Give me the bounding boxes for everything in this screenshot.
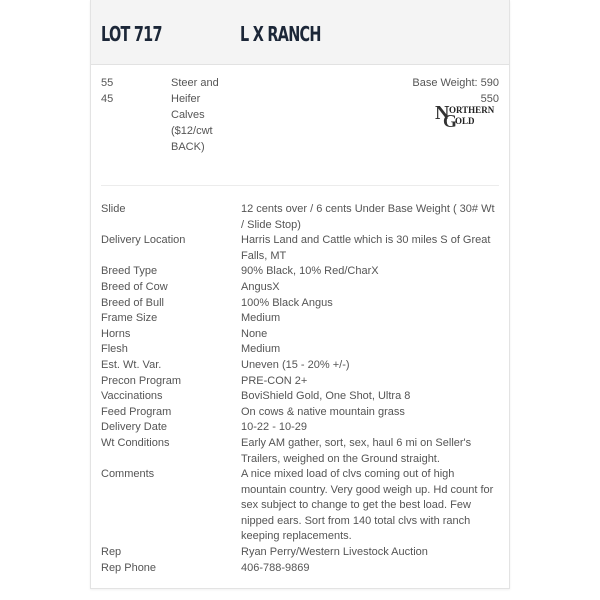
- detail-label: Breed Type: [101, 265, 158, 278]
- detail-label: Horns: [101, 327, 131, 340]
- detail-value: On cows & native mountain grass: [241, 405, 405, 418]
- lot-description: Steer and Heifer Calves ($12/cwt BACK): [171, 77, 219, 153]
- detail-label: Rep Phone: [101, 561, 157, 574]
- detail-row-precon-program: [101, 374, 501, 390]
- lot-card: [90, 0, 510, 589]
- logo-text-old: OLD: [455, 116, 475, 126]
- detail-label: Slide: [101, 203, 126, 215]
- detail-value: Medium: [241, 343, 281, 356]
- lot-number: LOT 717: [101, 22, 162, 46]
- detail-label: Flesh: [101, 343, 128, 356]
- detail-label: Feed Program: [101, 405, 172, 418]
- detail-value: BoviShield Gold, One Shot, Ultra 8: [241, 390, 411, 403]
- base-weight-heifers: 550: [480, 93, 499, 105]
- detail-label: Breed of Cow: [101, 280, 168, 293]
- detail-row-delivery-location: [101, 233, 501, 264]
- lot-header: [91, 0, 509, 65]
- detail-row-wt-conditions: [101, 436, 501, 467]
- detail-value: 12 cents over / 6 cents Under Base Weight ( 30# Wt / Slide Stop): [241, 203, 495, 231]
- ranch-name: L X RANCH: [240, 22, 321, 46]
- detail-row-vaccinations: [101, 389, 501, 405]
- detail-value: 90% Black, 10% Red/CharX: [241, 265, 379, 278]
- detail-row-frame-size: [101, 311, 501, 327]
- detail-row-feed-program: [101, 405, 501, 421]
- detail-row-est-wt-var: [101, 358, 501, 374]
- detail-value: 100% Black Angus: [241, 296, 333, 309]
- detail-value: None: [241, 327, 268, 340]
- detail-label: Est. Wt. Var.: [101, 358, 162, 371]
- detail-value: PRE-CON 2+: [241, 374, 308, 387]
- detail-value: 406-788-9869: [241, 561, 310, 574]
- detail-row-breed-type: [101, 264, 501, 280]
- detail-label: Precon Program: [101, 374, 182, 387]
- detail-row-delivery-date: [101, 420, 501, 436]
- detail-row-rep: [101, 545, 501, 561]
- detail-label: Comments: [101, 468, 155, 481]
- detail-label: Vaccinations: [101, 390, 163, 403]
- base-weight-steers: Base Weight: 590: [412, 77, 499, 89]
- detail-label: Delivery Location: [101, 234, 186, 247]
- detail-value: A nice mixed load of clvs coming out of high mountain country. Very good weigh up. Hd count for sex subject to change to get the best load. Few nipped ears. Sort from 140 total clvs with ranch keeping replacements.: [241, 468, 494, 543]
- detail-value: Ryan Perry/Western Livestock Auction: [241, 546, 428, 559]
- logo-text-orthern: ORTHERN: [449, 105, 495, 115]
- detail-label: Breed of Bull: [101, 296, 164, 309]
- detail-row-comments: [101, 467, 501, 545]
- detail-label: Delivery Date: [101, 421, 168, 434]
- head-count-steers: 55: [101, 77, 114, 89]
- detail-label: Wt Conditions: [101, 436, 170, 449]
- detail-value: Medium: [241, 312, 281, 325]
- detail-row-rep-phone: [101, 561, 501, 577]
- northern-gold-logo: [435, 102, 497, 131]
- detail-row-flesh: [101, 342, 501, 358]
- detail-value: 10-22 - 10-29: [241, 421, 308, 434]
- detail-value: Harris Land and Cattle which is 30 miles S of Great Falls, MT: [241, 234, 491, 262]
- head-count-heifers: 45: [101, 93, 114, 105]
- detail-label: Rep: [101, 546, 122, 559]
- logo-initial-n: N: [435, 102, 450, 124]
- detail-row-breed-of-bull: [101, 296, 501, 312]
- detail-row-breed-of-cow: [101, 280, 501, 296]
- detail-value: AngusX: [241, 280, 280, 293]
- detail-row-horns: [101, 327, 501, 343]
- detail-row-slide: [101, 202, 501, 233]
- logo-initial-g: G: [443, 111, 458, 131]
- base-weights: [412, 75, 499, 107]
- lot-summary: [101, 65, 499, 186]
- detail-value: Early AM gather, sort, sex, haul 6 mi on Seller's Trailers, weighed on the Ground straight.: [241, 436, 472, 465]
- head-counts: [101, 75, 113, 107]
- detail-value: Uneven (15 - 20% +/-): [241, 358, 350, 371]
- detail-label: Frame Size: [101, 312, 158, 325]
- lot-details: [101, 202, 501, 576]
